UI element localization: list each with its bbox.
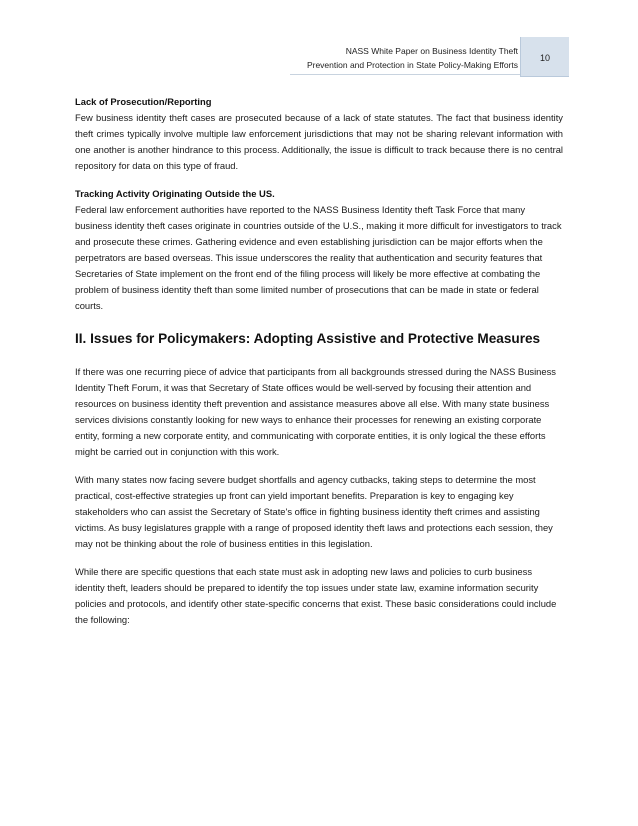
page-body (75, 94, 563, 628)
paragraph-policymakers-3: While there are specific questions that each state must ask in adopting new laws and policies to curb business identity theft, leaders should be prepared to identify the top issues under state law, examine information security policies and protocols, and identify other state-specific concerns that exist. These basic considerations could include the following: (75, 566, 557, 625)
paragraph-policymakers-1: If there was one recurring piece of advice that participants from all backgrounds stressed during the NASS Business Identity Theft Forum, it was that Secretary of State offices would be well-served by focusing their attention and resources on business identity theft prevention and assistance measures above all else. With many state business services divisions constantly looking for new ways to enhance their processes for renewing an existing corporate entity, forming a new corporate entity, and communicating with corporate entities, it is only logical the these efforts might be carried out in conjunction with this work. (75, 366, 556, 457)
subheading-lack-of-prosecution: Lack of Prosecution/Reporting (75, 96, 212, 107)
spacer (75, 552, 563, 564)
spacer (75, 174, 563, 186)
header-title-line-1: NASS White Paper on Business Identity Theft (345, 46, 518, 56)
paragraph-lack-of-prosecution: Few business identity theft cases are prosecuted because of a lack of state statutes. The fact that business identity theft crimes typically involve multiple law enforcement jurisdictions that may not be sharing relevant information with one another is another hindrance to this process. Additionally, the issue is difficult to track because there is no central repository for data on this type of fraud. (75, 112, 563, 171)
spacer (75, 460, 563, 472)
spacer (75, 314, 563, 330)
header-title-line-2: Prevention and Protection in State Policy-Making Efforts (306, 59, 518, 70)
section-title-policymakers: II. Issues for Policymakers: Adopting Assistive and Protective Measures (75, 331, 541, 346)
subheading-outside-us: Tracking Activity Originating Outside the US. (75, 188, 275, 199)
header-divider (290, 74, 520, 75)
page-number: 10 (539, 53, 550, 63)
page-number-box (520, 37, 569, 77)
running-header (307, 45, 518, 72)
spacer (75, 348, 563, 364)
paragraph-policymakers-2: With many states now facing severe budget shortfalls and agency cutbacks, taking steps to determine the most practical, cost-effective strategies up front can yield important benefits. Preparation is key to engaging key stakeholders who can assist the Secretary of State's office in fighting business identity theft crimes and assisting victims. As busy legislatures grapple with a range of proposed identity theft laws and protections each session, they may not be thinking about the role of business entities in this legislation. (75, 474, 553, 549)
paragraph-outside-us: Federal law enforcement authorities have reported to the NASS Business Identity theft Task Force that many business identity theft cases originate in countries outside of the U.S., making it more difficult for investigators to track and prosecute these crimes. Gathering evidence and even establishing jurisdiction can be major efforts when the perpetrators are based overseas. This issue underscores the reality that authentication and security features that Secretaries of State implement on the front end of the filing process will likely be more effective at combating the problem of business identity theft than some limited number of prosecutions that can be made in state or federal courts. (75, 204, 562, 311)
